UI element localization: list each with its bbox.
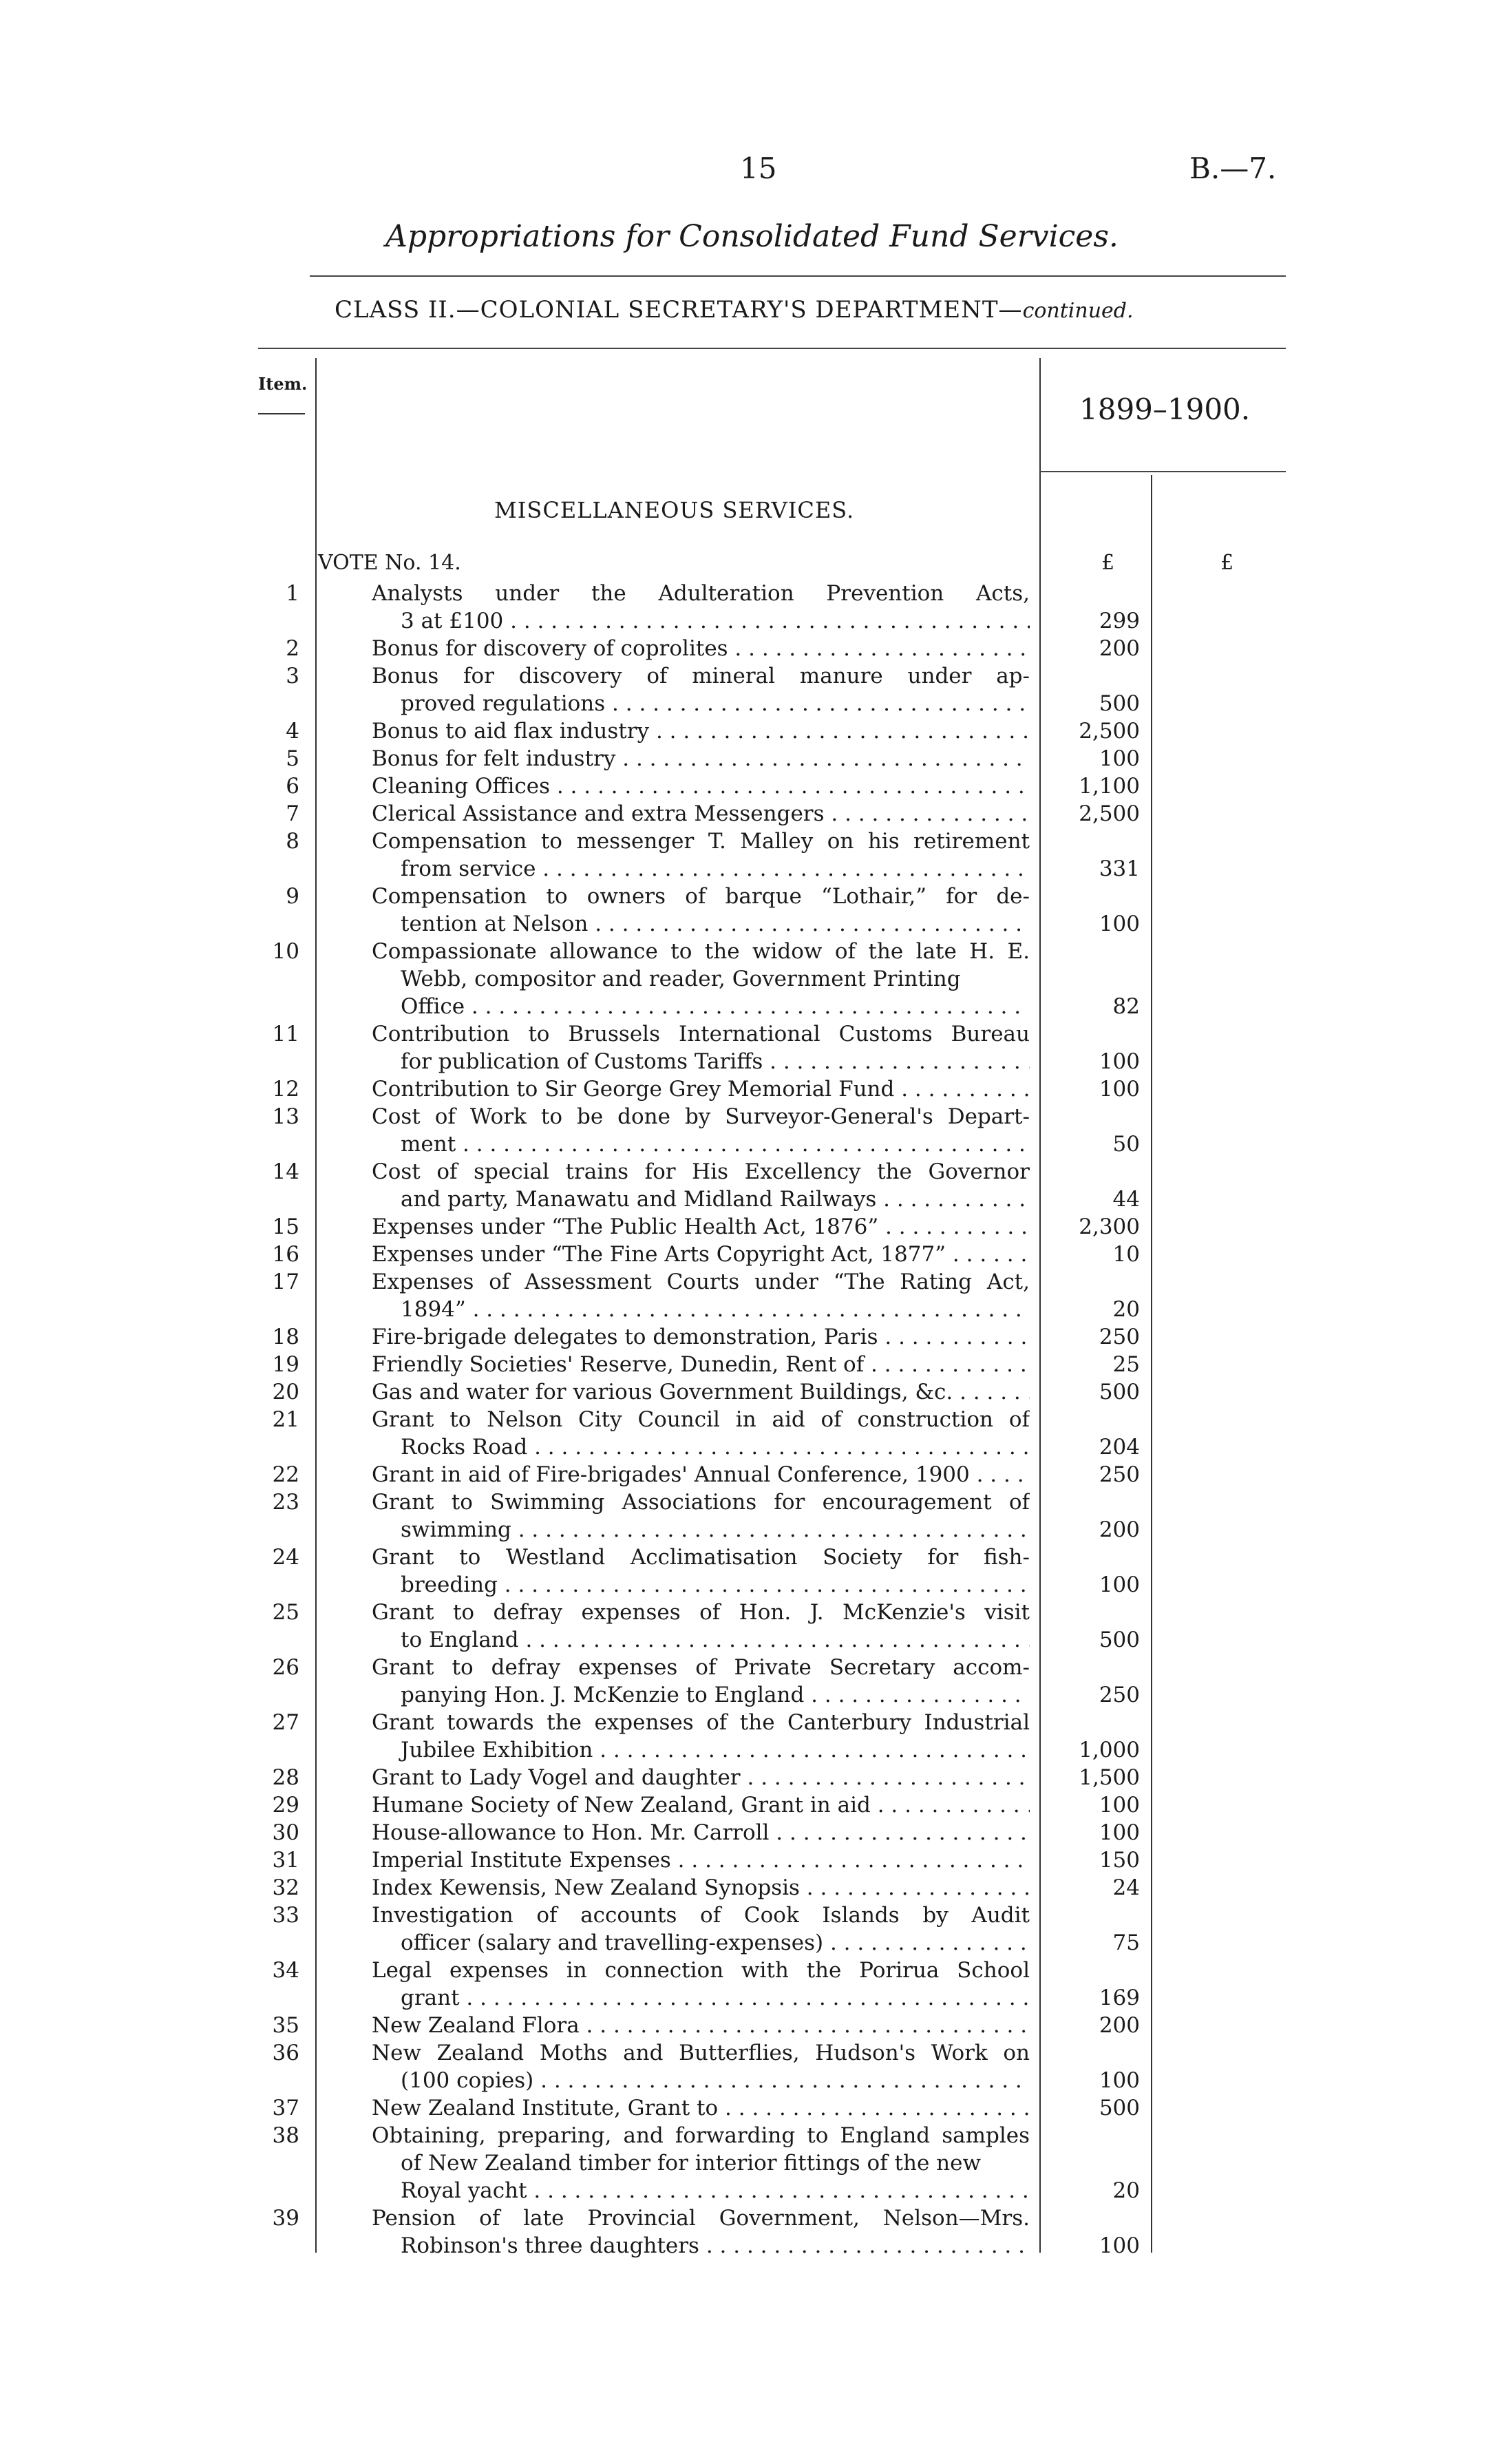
item-amount: 2,500 <box>1079 801 1140 826</box>
item-number: 23 <box>272 1490 299 1515</box>
table-row <box>0 772 1504 800</box>
table-row <box>0 717 1504 745</box>
class-heading-text: CLASS II.—COLONIAL SECRETARY'S DEPARTMENT— <box>335 296 1023 324</box>
item-amount: 331 <box>1099 856 1140 881</box>
item-description <box>372 1268 1030 1323</box>
item-number: 27 <box>272 1710 299 1735</box>
item-number: 22 <box>272 1462 299 1487</box>
table-row <box>0 2204 1504 2260</box>
item-amount: 44 <box>1112 1187 1140 1212</box>
item-description-line: Compassionate allowance to the widow of the late H. E. <box>372 939 1030 964</box>
item-number: 38 <box>272 2123 299 2148</box>
item-description-line: Grant towards the expenses of the Canterbury Industrial <box>372 1710 1030 1735</box>
table-row <box>0 2039 1504 2094</box>
item-description-line: New Zealand Institute, Grant to . . . <box>372 2094 1030 2122</box>
item-description-line: Pension of late Provincial Government, Nelson—Mrs. <box>372 2206 1030 2231</box>
item-description-line: breeding . . . <box>372 1571 1030 1599</box>
table-row <box>0 938 1504 1020</box>
item-amount: 24 <box>1112 1875 1140 1900</box>
item-description <box>372 1791 1030 1819</box>
table-row <box>0 1323 1504 1351</box>
item-description <box>372 1020 1030 1075</box>
item-description-line: for publication of Customs Tariffs . . . <box>372 1048 1030 1075</box>
item-amount: 250 <box>1099 1462 1140 1487</box>
item-number: 9 <box>286 884 299 909</box>
table-row <box>0 1075 1504 1103</box>
item-description <box>372 2039 1030 2094</box>
item-amount: 100 <box>1099 2068 1140 2093</box>
item-amount: 1,500 <box>1079 1765 1140 1790</box>
item-number: 31 <box>272 1848 299 1873</box>
table-row <box>0 635 1504 662</box>
item-description-line: Imperial Institute Expenses . . . <box>372 1846 1030 1874</box>
item-column-header: Item. <box>258 374 308 394</box>
item-amount: 200 <box>1099 2013 1140 2038</box>
item-description <box>372 1846 1030 1874</box>
item-amount: 200 <box>1099 1517 1140 1542</box>
item-number: 32 <box>272 1875 299 1900</box>
table-row <box>0 2094 1504 2122</box>
item-number: 5 <box>286 746 299 771</box>
item-description-line: Analysts under the Adulteration Prevention Acts, <box>372 581 1030 606</box>
item-number: 21 <box>272 1407 299 1432</box>
item-description-line: Fire-brigade delegates to demonstration, Paris . . . <box>372 1323 1030 1351</box>
title-rule <box>310 275 1286 277</box>
item-description <box>372 1378 1030 1406</box>
table-row <box>0 1378 1504 1406</box>
table-row <box>0 662 1504 717</box>
item-number: 6 <box>286 774 299 799</box>
item-description-line: Grant to defray expenses of Private Secretary accom- <box>372 1655 1030 1680</box>
item-amount: 2,300 <box>1079 1214 1140 1239</box>
item-description-line: tention at Nelson . . . <box>372 910 1030 938</box>
item-number: 35 <box>272 2013 299 2038</box>
item-number: 11 <box>272 1022 299 1046</box>
item-description-line: proved regulations . . . <box>372 690 1030 717</box>
item-number: 18 <box>272 1325 299 1349</box>
item-amount: 20 <box>1112 1297 1140 1322</box>
item-description <box>372 1351 1030 1378</box>
item-amount: 299 <box>1099 609 1140 633</box>
item-description <box>372 1488 1030 1544</box>
table-row <box>0 1874 1504 1902</box>
item-number: 36 <box>272 2041 299 2065</box>
item-description-line: 1894” . . . <box>372 1296 1030 1323</box>
item-description-line: Contribution to Brussels International Customs Bureau <box>372 1022 1030 1046</box>
document-reference: B.—7. <box>1189 151 1277 185</box>
item-amount: 20 <box>1112 2178 1140 2203</box>
item-amount: 1,100 <box>1079 774 1140 799</box>
item-description <box>372 1461 1030 1488</box>
table-row <box>0 1709 1504 1764</box>
item-description <box>372 1957 1030 2012</box>
table-row <box>0 1764 1504 1791</box>
table-row <box>0 2122 1504 2204</box>
item-amount: 100 <box>1099 1077 1140 1102</box>
class-heading-continued: continued. <box>1022 299 1134 323</box>
item-number: 24 <box>272 1545 299 1570</box>
item-amount: 250 <box>1099 1325 1140 1349</box>
item-description <box>372 1544 1030 1599</box>
item-number: 30 <box>272 1820 299 1845</box>
item-description-line: of New Zealand timber for interior fittings of the new <box>401 2151 982 2176</box>
item-description-line: Jubilee Exhibition . . . <box>372 1736 1030 1764</box>
item-amount: 500 <box>1099 691 1140 716</box>
table-row <box>0 1957 1504 2012</box>
item-number: 20 <box>272 1380 299 1404</box>
item-number: 34 <box>272 1958 299 1983</box>
item-amount: 200 <box>1099 636 1140 661</box>
table-row <box>0 1268 1504 1323</box>
item-description-line: swimming . . . <box>372 1516 1030 1544</box>
item-description <box>372 772 1030 800</box>
item-description <box>372 800 1030 828</box>
table-row <box>0 1351 1504 1378</box>
item-number: 12 <box>272 1077 299 1102</box>
item-description-line: Robinson's three daughters . . . <box>372 2232 1030 2260</box>
item-description-line: Cleaning Offices . . . <box>372 772 1030 800</box>
item-amount: 50 <box>1112 1132 1140 1157</box>
item-amount: 150 <box>1099 1848 1140 1873</box>
item-description <box>372 883 1030 938</box>
table-row <box>0 1902 1504 1957</box>
table-row <box>0 1103 1504 1158</box>
item-description-line: House-allowance to Hon. Mr. Carroll . . . <box>372 1819 1030 1846</box>
item-description-line: Expenses under “The Fine Arts Copyright Act, 1877” . . . <box>372 1241 1030 1268</box>
item-description-line: officer (salary and travelling-expenses) . . . <box>372 1929 1030 1957</box>
item-amount: 1,000 <box>1079 1738 1140 1762</box>
item-description-line: from service . . . <box>372 855 1030 883</box>
table-row <box>0 1599 1504 1654</box>
item-number: 39 <box>272 2206 299 2231</box>
item-number: 1 <box>286 581 299 606</box>
item-number: 26 <box>272 1655 299 1680</box>
item-description-line: to England . . . <box>372 1626 1030 1654</box>
item-description-line: Bonus for felt industry . . . <box>372 745 1030 772</box>
item-description <box>372 1323 1030 1351</box>
item-amount: 82 <box>1112 994 1140 1019</box>
item-amount: 100 <box>1099 2233 1140 2258</box>
item-description-line: Grant in aid of Fire-brigades' Annual Conference, 1900 . . . <box>372 1461 1030 1488</box>
item-description-line: Cost of Work to be done by Surveyor-General's Depart- <box>372 1104 1030 1129</box>
item-number: 10 <box>272 939 299 964</box>
item-number: 29 <box>272 1793 299 1818</box>
item-description-line: 3 at £100 . . . <box>372 607 1030 635</box>
item-number: 13 <box>272 1104 299 1129</box>
item-description-line: Office . . . <box>372 993 1030 1020</box>
table-row <box>0 800 1504 828</box>
item-description-line: Royal yacht . . . <box>372 2177 1030 2204</box>
item-description <box>372 717 1030 745</box>
item-amount: 2,500 <box>1079 719 1140 744</box>
item-description-line: Obtaining, preparing, and forwarding to England samples <box>372 2123 1030 2148</box>
table-row <box>0 1406 1504 1461</box>
item-description <box>372 1819 1030 1846</box>
item-description <box>372 938 1030 1020</box>
item-description-line: Grant to Nelson City Council in aid of construction of <box>372 1407 1030 1432</box>
table-row <box>0 1846 1504 1874</box>
item-description <box>372 2012 1030 2039</box>
item-number: 25 <box>272 1600 299 1625</box>
class-heading <box>335 296 1134 324</box>
item-description-line: Gas and water for various Government Buildings, &c. . . . <box>372 1378 1030 1406</box>
item-number: 7 <box>286 801 299 826</box>
item-amount: 500 <box>1099 2096 1140 2120</box>
item-number: 15 <box>272 1214 299 1239</box>
item-description <box>372 2122 1030 2204</box>
item-description <box>372 1874 1030 1902</box>
item-description <box>372 2094 1030 2122</box>
item-description-line: grant . . . <box>372 1984 1030 2012</box>
item-description-line: Webb, compositor and reader, Government Printing <box>401 967 961 991</box>
table-row <box>0 1791 1504 1819</box>
table-row <box>0 1213 1504 1241</box>
item-number: 4 <box>286 719 299 744</box>
table-row <box>0 1544 1504 1599</box>
item-amount: 500 <box>1099 1628 1140 1652</box>
item-description <box>372 1654 1030 1709</box>
item-description <box>372 1241 1030 1268</box>
page-number: 15 <box>740 151 777 185</box>
item-description-line: Friendly Societies' Reserve, Dunedin, Rent of . . . <box>372 1351 1030 1378</box>
table-top-rule <box>258 348 1286 349</box>
item-description <box>372 635 1030 662</box>
item-amount: 500 <box>1099 1380 1140 1404</box>
item-amount: 10 <box>1112 1242 1140 1267</box>
item-description-line: Rocks Road . . . <box>372 1433 1030 1461</box>
item-description <box>372 745 1030 772</box>
section-title: MISCELLANEOUS SERVICES. <box>494 497 855 523</box>
table-row <box>0 1020 1504 1075</box>
item-description-line: New Zealand Moths and Butterflies, Hudson's Work on <box>372 2041 1030 2065</box>
item-description <box>372 1103 1030 1158</box>
item-amount: 204 <box>1099 1435 1140 1460</box>
item-amount: 250 <box>1099 1683 1140 1707</box>
item-amount: 75 <box>1112 1930 1140 1955</box>
item-description <box>372 1764 1030 1791</box>
item-description <box>372 580 1030 635</box>
item-number: 37 <box>272 2096 299 2120</box>
item-number: 16 <box>272 1242 299 1267</box>
item-description <box>372 1709 1030 1764</box>
item-description <box>372 662 1030 717</box>
table-row <box>0 828 1504 883</box>
item-description-line: panying Hon. J. McKenzie to England . . . <box>372 1681 1030 1709</box>
item-description-line: Bonus for discovery of coprolites . . . <box>372 635 1030 662</box>
item-description-line: Grant to defray expenses of Hon. J. McKenzie's visit <box>372 1600 1030 1625</box>
currency-left: £ <box>1101 551 1115 575</box>
item-number: 14 <box>272 1159 299 1184</box>
table-row <box>0 1461 1504 1488</box>
table-row <box>0 1654 1504 1709</box>
item-amount: 100 <box>1099 912 1140 936</box>
item-description-line: Legal expenses in connection with the Porirua School <box>372 1958 1030 1983</box>
table-row <box>0 580 1504 635</box>
table-row <box>0 745 1504 772</box>
item-number: 19 <box>272 1352 299 1377</box>
item-number: 2 <box>286 636 299 661</box>
item-header-underline <box>258 413 305 414</box>
item-description-line: Expenses of Assessment Courts under “The Rating Act, <box>372 1270 1030 1294</box>
item-amount: 100 <box>1099 1049 1140 1074</box>
item-description-line: Investigation of accounts of Cook Islands by Audit <box>372 1903 1030 1928</box>
item-description <box>372 1158 1030 1213</box>
item-description <box>372 828 1030 883</box>
item-number: 28 <box>272 1765 299 1790</box>
item-description-line: Grant to Westland Acclimatisation Society for fish- <box>372 1545 1030 1570</box>
item-amount: 25 <box>1112 1352 1140 1377</box>
item-description-line: Humane Society of New Zealand, Grant in aid . . . <box>372 1791 1030 1819</box>
currency-right: £ <box>1220 551 1234 575</box>
table-row <box>0 1158 1504 1213</box>
item-description-line: Expenses under “The Public Health Act, 1876” . . . <box>372 1213 1030 1241</box>
item-description-line: Compensation to owners of barque “Lothair,” for de- <box>372 884 1030 909</box>
item-description-line: ment . . . <box>372 1130 1030 1158</box>
table-row <box>0 1488 1504 1544</box>
table-row <box>0 2012 1504 2039</box>
item-description-line: Contribution to Sir George Grey Memorial Fund . . . <box>372 1075 1030 1103</box>
item-description <box>372 1213 1030 1241</box>
year-header-rule <box>1039 471 1286 472</box>
item-description-line: Bonus to aid flax industry . . . <box>372 717 1030 745</box>
vote-label: VOTE No. 14. <box>318 551 461 575</box>
table-row <box>0 1241 1504 1268</box>
page-title: Appropriations for Consolidated Fund Services. <box>385 219 1119 254</box>
item-description-line: Index Kewensis, New Zealand Synopsis . . . <box>372 1874 1030 1902</box>
item-description-line: New Zealand Flora . . . <box>372 2012 1030 2039</box>
item-number: 8 <box>286 829 299 854</box>
table-row <box>0 1819 1504 1846</box>
item-amount: 100 <box>1099 746 1140 771</box>
item-description <box>372 2204 1030 2260</box>
item-number: 33 <box>272 1903 299 1928</box>
item-number: 17 <box>272 1270 299 1294</box>
item-amount: 100 <box>1099 1793 1140 1818</box>
item-amount: 100 <box>1099 1572 1140 1597</box>
item-amount: 100 <box>1099 1820 1140 1845</box>
item-description <box>372 1902 1030 1957</box>
table-row <box>0 883 1504 938</box>
item-description <box>372 1406 1030 1461</box>
item-description-line: Clerical Assistance and extra Messengers . . . <box>372 800 1030 828</box>
item-number: 3 <box>286 664 299 688</box>
year-column-header: 1899–1900. <box>1079 392 1251 426</box>
item-description-line: Grant to Lady Vogel and daughter . . . <box>372 1764 1030 1791</box>
item-description-line: and party, Manawatu and Midland Railways . . . <box>372 1186 1030 1213</box>
item-description <box>372 1599 1030 1654</box>
item-description <box>372 1075 1030 1103</box>
item-description-line: Bonus for discovery of mineral manure under ap- <box>372 664 1030 688</box>
item-description-line: Cost of special trains for His Excellency the Governor <box>372 1159 1030 1184</box>
item-description-line: (100 copies) . . . <box>372 2067 1030 2094</box>
item-description-line: Compensation to messenger T. Malley on his retirement <box>372 829 1030 854</box>
item-amount: 169 <box>1099 1986 1140 2010</box>
item-description-line: Grant to Swimming Associations for encouragement of <box>372 1490 1030 1515</box>
